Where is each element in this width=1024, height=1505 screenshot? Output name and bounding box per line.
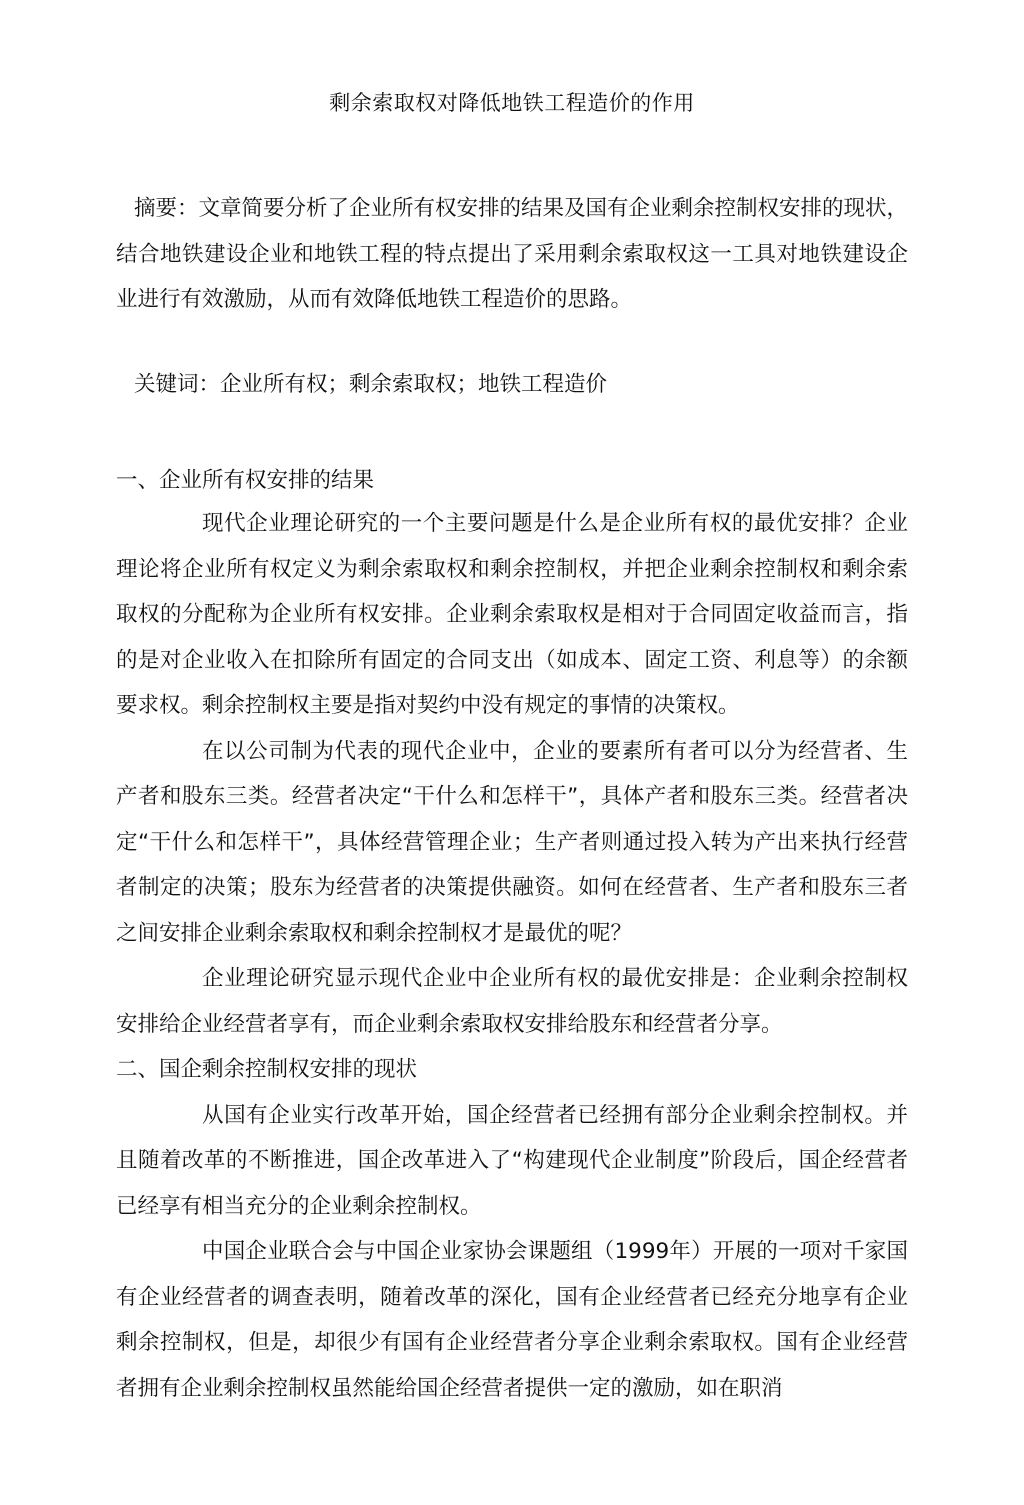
section-1-heading: 一、企业所有权安排的结果	[116, 468, 375, 493]
document-title: 剩余索取权对降低地铁工程造价的作用	[329, 91, 695, 115]
body-paragraph: 现代企业理论研究的一个主要问题是什么是企业所有权的最优安排？企业理论将企业所有权定义为剩余索取权和剩余控制权，并把企业剩余控制权和剩余索取权的分配称为企业所有权安排。企业剩余索取权是相对于合同固定收益而言，指的是对企业收入在扣除所有固定的合同支出（如成本、固定工资、利息等）的余额要求权。剩余控制权主要是指对契约中没有规定的事情的决策权。	[116, 511, 908, 718]
keywords-line: 关键词：企业所有权；剩余索取权；地铁工程造价	[134, 372, 608, 397]
section-2-heading: 二、国企剩余控制权安排的现状	[116, 1057, 418, 1082]
section-body	[116, 501, 908, 1411]
body-paragraph: 在以公司制为代表的现代企业中，企业的要素所有者可以分为经营者、生产者和股东三类。经营者决定“干什么和怎样干”，具体产者和股东三类。经营者决定“干什么和怎样干”，具体经营管理企业；生产者则通过投入转为产出来执行经营者制定的决策；股东为经营者的决策提供融资。如何在经营者、生产者和股东三者之间安排企业剩余索取权和剩余控制权才是最优的呢？	[116, 738, 908, 946]
body-paragraph: 从国有企业实行改革开始，国企经营者已经拥有部分企业剩余控制权。并且随着改革的不断推进，国企改革进入了“构建现代企业制度”阶段后，国企经营者已经享有相当充分的企业剩余控制权。	[116, 1102, 908, 1219]
body-paragraph: 企业理论研究显示现代企业中企业所有权的最优安排是：企业剩余控制权安排给企业经营者享有，而企业剩余索取权安排给股东和经营者分享。	[116, 966, 908, 1037]
keywords-section	[116, 362, 908, 408]
abstract-section	[116, 186, 908, 323]
body-paragraph: 中国企业联合会与中国企业家协会课题组（1999年）开展的一项对千家国有企业经营者的调查表明，随着改革的深化，国有企业经营者已经充分地享有企业剩余控制权，但是，却很少有国有企业经营者分享企业剩余索取权。国有企业经营者拥有企业剩余控制权虽然能给国企经营者提供一定的激励，如在职消	[116, 1239, 908, 1401]
section-1	[116, 458, 908, 504]
abstract-paragraph: 摘要：文章简要分析了企业所有权安排的结果及国有企业剩余控制权安排的现状，结合地铁建设企业和地铁工程的特点提出了采用剩余索取权这一工具对地铁建设企业进行有效激励，从而有效降低地铁工程造价的思路。	[116, 196, 909, 312]
